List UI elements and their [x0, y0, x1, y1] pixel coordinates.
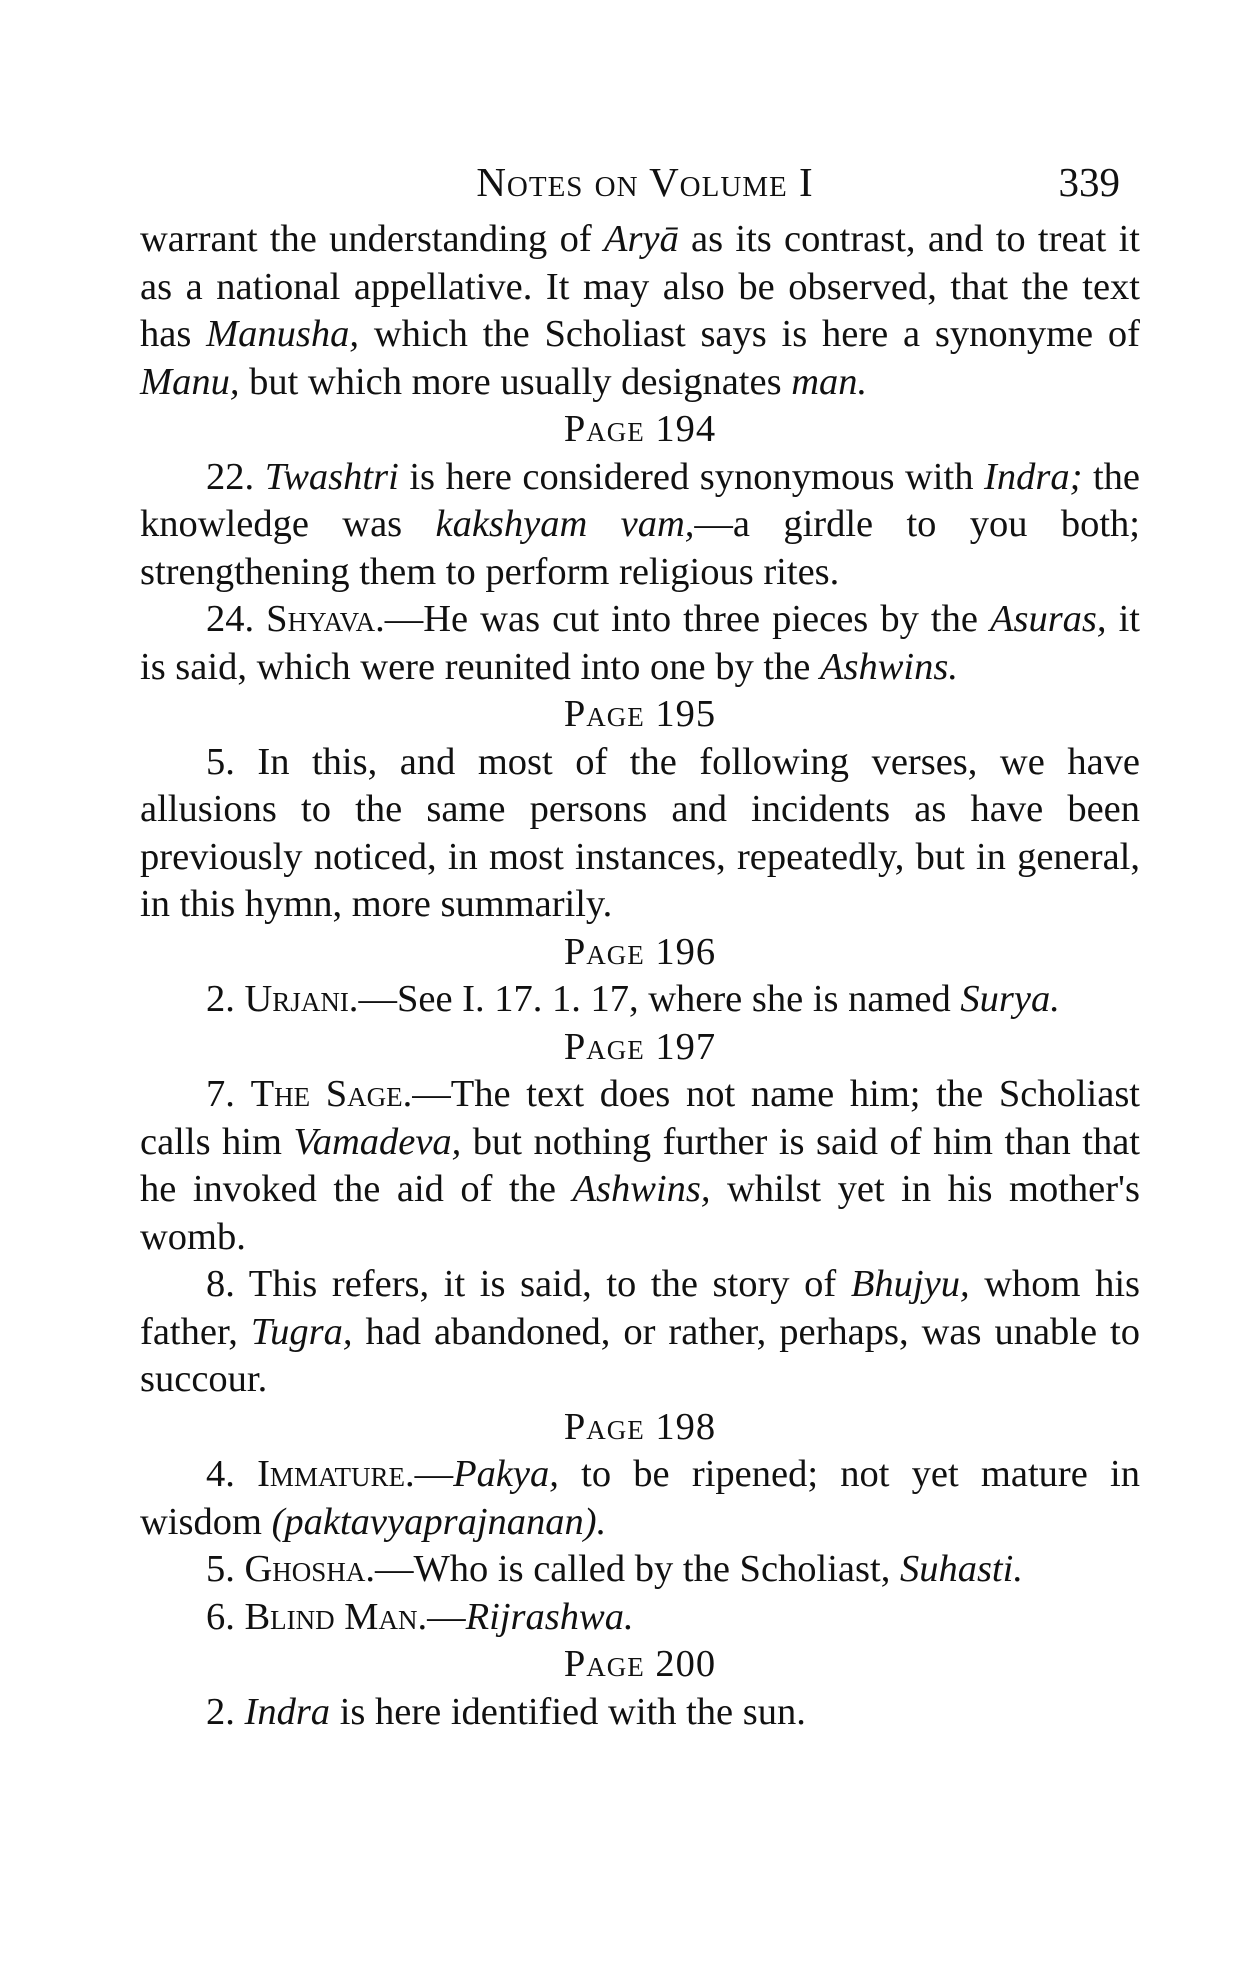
section-heading-page-196: Page 196 — [563, 930, 717, 973]
page-header — [140, 158, 1150, 218]
section-heading-page-194: Page 194 — [563, 408, 717, 450]
note-7: 7. The Sage.—The text does not name him; the Scholiast calls him Vamadeva, but nothing further is said of him than that he invoked the aid of the Ashwins, whilst yet in his mother's womb. — [140, 1073, 1141, 1258]
note-2-indra: 2. Indra is here identified with the sun. — [206, 1690, 806, 1733]
running-head: Notes on Volume I — [476, 159, 814, 205]
section-heading-page-195: Page 195 — [563, 693, 717, 735]
section-heading-page-198: Page 198 — [563, 1405, 717, 1448]
note-8: 8. This refers, it is said, to the story of Bhujyu, whom his father, Tugra, had abandoned, or rather, perhaps, was unable to succour. — [140, 1263, 1141, 1400]
continued-paragraph: warrant the understanding of Aryā as its contrast, and to treat it as a national appellative. It may also be observed, that the text has Manusha, which the Scholiast says is here a synonyme of Manu, but which more usually designates man. — [140, 218, 1140, 403]
note-5-ghosha: 5. Ghosha.—Who is called by the Scholiast, Suhasti. — [206, 1548, 1023, 1590]
note-24: 24. Shyava.—He was cut into three pieces by the Asuras, it is said, which were reunited into one by the Ashwins. — [140, 598, 1140, 688]
page-number: 339 — [1058, 159, 1120, 205]
note-6: 6. Blind Man.—Rijrashwa. — [206, 1595, 634, 1638]
section-heading-page-197: Page 197 — [563, 1025, 717, 1068]
note-5: 5. In this, and most of the following verses, we have allusions to the same persons and incidents as have been previously noticed, in most instances, repeatedly, but in general, in this hymn, more summarily. — [140, 740, 1140, 925]
note-2-urjani: 2. Urjani.—See I. 17. 1. 17, where she is named Surya. — [206, 978, 1060, 1020]
note-22: 22. Twashtri is here considered synonymous with Indra; the knowledge was kakshyam vam,—a girdle to you both; strengthening them to perform religious rites. — [140, 455, 1140, 593]
note-4: 4. Immature.—Pakya, to be ripened; not yet mature in wisdom (paktavyaprajnanan). — [140, 1453, 1140, 1543]
section-heading-page-200: Page 200 — [563, 1643, 717, 1685]
page-body — [140, 216, 1140, 1736]
